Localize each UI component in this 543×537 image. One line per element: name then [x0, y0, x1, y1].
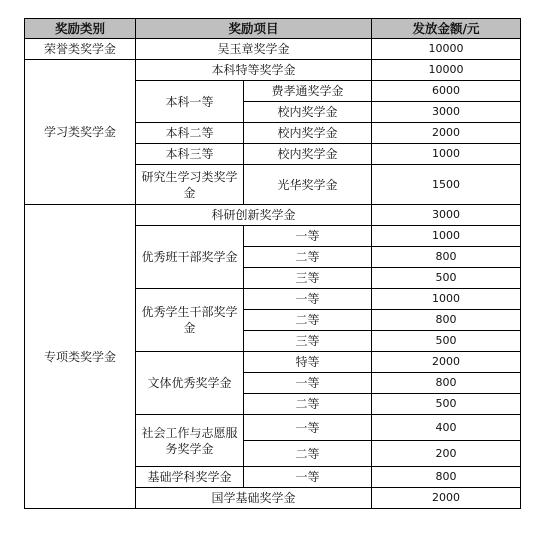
amount-cell: 2000	[372, 123, 521, 144]
amount-cell: 500	[372, 268, 521, 289]
level-cell: 本科三等	[136, 144, 244, 165]
grade-cell: 三等	[244, 268, 372, 289]
category-study: 学习类奖学金	[25, 60, 136, 205]
amount-cell: 800	[372, 467, 521, 488]
amount-cell: 500	[372, 394, 521, 415]
grade-cell: 二等	[244, 310, 372, 331]
table-row	[25, 39, 521, 60]
amount-cell: 800	[372, 310, 521, 331]
table-row	[25, 205, 521, 226]
amount-cell: 2000	[372, 488, 521, 509]
name-cell: 校内奖学金	[244, 144, 372, 165]
name-cell: 费孝通奖学金	[244, 81, 372, 102]
header-amount: 发放金额/元	[372, 19, 521, 39]
amount-cell: 1000	[372, 289, 521, 310]
amount-cell: 1000	[372, 144, 521, 165]
amount-cell: 800	[372, 373, 521, 394]
grade-cell: 三等	[244, 331, 372, 352]
scholarship-table	[24, 18, 521, 509]
amount-cell: 500	[372, 331, 521, 352]
category-honor: 荣誉类奖学金	[25, 39, 136, 60]
group-label: 文体优秀奖学金	[136, 352, 244, 415]
name-cell: 光华奖学金	[244, 165, 372, 205]
amount-cell: 200	[372, 441, 521, 467]
grade-cell: 一等	[244, 289, 372, 310]
header-item: 奖励项目	[136, 19, 372, 39]
amount-cell: 2000	[372, 352, 521, 373]
group-label: 优秀班干部奖学金	[136, 226, 244, 289]
grade-cell: 一等	[244, 415, 372, 441]
level-cell: 研究生学习类奖学金	[136, 165, 244, 205]
group-label: 社会工作与志愿服务奖学金	[136, 415, 244, 467]
amount-cell: 10000	[372, 60, 521, 81]
name-cell: 校内奖学金	[244, 102, 372, 123]
amount-cell: 1000	[372, 226, 521, 247]
grade-cell: 一等	[244, 467, 372, 488]
group-label: 基础学科奖学金	[136, 467, 244, 488]
level-cell: 本科一等	[136, 81, 244, 123]
item-cell: 国学基础奖学金	[136, 488, 372, 509]
amount-cell: 6000	[372, 81, 521, 102]
item-cell: 科研创新奖学金	[136, 205, 372, 226]
grade-cell: 一等	[244, 226, 372, 247]
amount-cell: 10000	[372, 39, 521, 60]
category-special: 专项类奖学金	[25, 205, 136, 509]
item-cell: 本科特等奖学金	[136, 60, 372, 81]
amount-cell: 3000	[372, 102, 521, 123]
amount-cell: 400	[372, 415, 521, 441]
table-row	[25, 60, 521, 81]
grade-cell: 二等	[244, 394, 372, 415]
header-category: 奖励类别	[25, 19, 136, 39]
group-label: 优秀学生干部奖学金	[136, 289, 244, 352]
name-cell: 校内奖学金	[244, 123, 372, 144]
header-row	[25, 19, 521, 39]
level-cell: 本科二等	[136, 123, 244, 144]
award-table-container	[24, 18, 521, 509]
grade-cell: 一等	[244, 373, 372, 394]
amount-cell: 1500	[372, 165, 521, 205]
item-cell: 吴玉章奖学金	[136, 39, 372, 60]
amount-cell: 800	[372, 247, 521, 268]
amount-cell: 3000	[372, 205, 521, 226]
grade-cell: 二等	[244, 247, 372, 268]
grade-cell: 特等	[244, 352, 372, 373]
grade-cell: 二等	[244, 441, 372, 467]
